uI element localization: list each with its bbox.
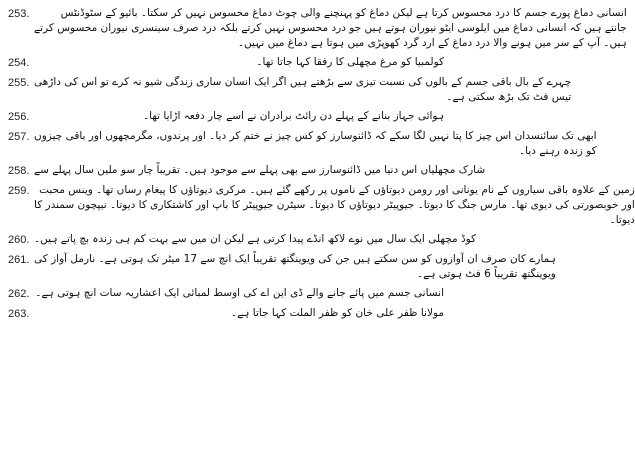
entry-text — [34, 109, 444, 124]
numbered-entry — [8, 252, 556, 282]
entry-text-line: انسانی دماغ پورے جسم کا درد محسوس کرتا ہے لیکن دماغ کو پہنچنے والی چوٹ دماغ محسوس نہیں کر سکتا۔ بائیو کے سٹوڈنٹس — [60, 7, 627, 19]
entry-text-line: ویوینگتھ تقریباً 6 فٹ ہوتی ہے۔ — [417, 268, 556, 280]
entry-text-line: زمین کے علاوہ باقی سیاروں کے نام یونانی اور رومن دیوتاؤں کے ناموں پر رکھے گئے ہیں۔ مرکری دیوتاؤں کا پیغام رساں تھا۔ وینس محبت — [39, 184, 635, 196]
entry-text-line: جانتے ہیں کہ انسانی دماغ میں ایلوسی ایٹو نیوران ہوتے ہیں جو درد محسوس نہیں کرتے بلکہ درد صرف سینسری نیوران محسوس کرتے — [34, 22, 627, 34]
entry-text — [34, 75, 571, 105]
entry-text-line: چہرے کے بال باقی جسم کے بالوں کی نسبت تیزی سے بڑھتے ہیں اگر ایک انسان ساری زندگی شیو نہ کرے تو اس کی داڑھی — [34, 76, 572, 88]
entry-number: 253. — [8, 8, 30, 20]
entry-text — [34, 183, 635, 228]
entry-text-line: شارک مچھلیاں اس دنیا میں ڈائنوسارز سے بھی پہلے سے موجود ہیں۔ تقریباً چار سو ملین سال پہلے سے — [34, 164, 486, 176]
entry-text-line: کوڈ مچھلی ایک سال میں نوے لاکھ انڈے پیدا کرتی ہے لیکن ان میں سے بہت کم ہی زندہ بچ پاتے ہیں۔ — [34, 233, 477, 245]
entry-text-line: تیس فٹ تک بڑھ سکتی ہے۔ — [446, 91, 572, 103]
numbered-entry — [8, 6, 627, 51]
entry-text-line: ہوائی جہاز بنانے کے پہلے دن رائٹ برادران نے اسے چار دفعہ اڑایا تھا۔ — [142, 110, 444, 122]
entry-text-line: ہمارے کان صرف ان آوازوں کو سن سکتے ہیں جن کی ویوینگتھ تقریباً ایک انچ سے 17 میٹر تک ہوتی ہے۔ نارمل آواز کی — [34, 253, 556, 265]
entry-number: 257. — [8, 131, 30, 143]
entry-text — [34, 306, 444, 321]
numbered-entry — [8, 163, 486, 179]
entry-text-line: کو زندہ رہنے دیا۔ — [519, 145, 597, 157]
entry-text-line: کولمبیا کو مرغ مچھلی کا رفقا کہا جاتا تھا۔ — [256, 56, 444, 68]
numbered-entry — [8, 306, 444, 322]
numbered-entry — [8, 286, 444, 302]
entry-text — [34, 286, 444, 301]
entry-number: 263. — [8, 308, 30, 320]
entry-number: 261. — [8, 254, 30, 266]
entry-text — [34, 129, 597, 159]
entry-number: 260. — [8, 234, 30, 246]
entry-number: 262. — [8, 288, 30, 300]
entry-text-line: اور خوبصورتی کی دیوی تھا۔ مارس جنگ کا دیوتا۔ جیوپیٹر دیوتاؤں کا دیوتا۔ سیٹرن جیوپیٹر کا باپ اور کاشتکاری کا دیوتا۔ نیپچون سمندر کا — [34, 199, 635, 211]
entry-number: 259. — [8, 185, 30, 197]
entry-text — [34, 163, 485, 178]
entry-text — [34, 232, 476, 247]
numbered-entry — [8, 55, 444, 71]
entry-number: 254. — [8, 57, 30, 69]
numbered-entry — [8, 232, 477, 248]
entry-text — [34, 6, 627, 51]
numbered-entry — [8, 109, 444, 125]
entry-number: 255. — [8, 77, 30, 89]
numbered-entry — [8, 75, 572, 105]
numbered-entry — [8, 129, 597, 159]
entry-number: 256. — [8, 111, 30, 123]
entry-text — [34, 252, 556, 282]
entry-text-line: دیوتا۔ — [609, 214, 635, 226]
entry-text-line: مولانا ظفر علی خان کو ظفر الملت کہا جاتا ہے۔ — [230, 307, 444, 319]
numbered-entry — [8, 183, 635, 228]
entry-text-line: ہیں۔ آپ کے سر میں ہونے والا درد دماغ کے ارد گرد کھوپڑی میں ہوتا ہے دماغ میں نہیں۔ — [237, 37, 627, 49]
entry-text-line: ابھی تک سائنسدان اس چیز کا پتا نہیں لگا سکے کہ ڈائنوسارز کو کس چیز نے ختم کر دیا۔ اور پرندوں، مگرمچھوں اور باقی چیزوں — [34, 130, 597, 142]
entry-number: 258. — [8, 165, 30, 177]
entry-text-line: انسانی جسم میں پائے جانے والے ڈی این اے کی اوسط لمبائی ایک اعشاریہ سات انچ ہوتی ہے۔ — [35, 287, 444, 299]
entry-text — [34, 55, 444, 70]
